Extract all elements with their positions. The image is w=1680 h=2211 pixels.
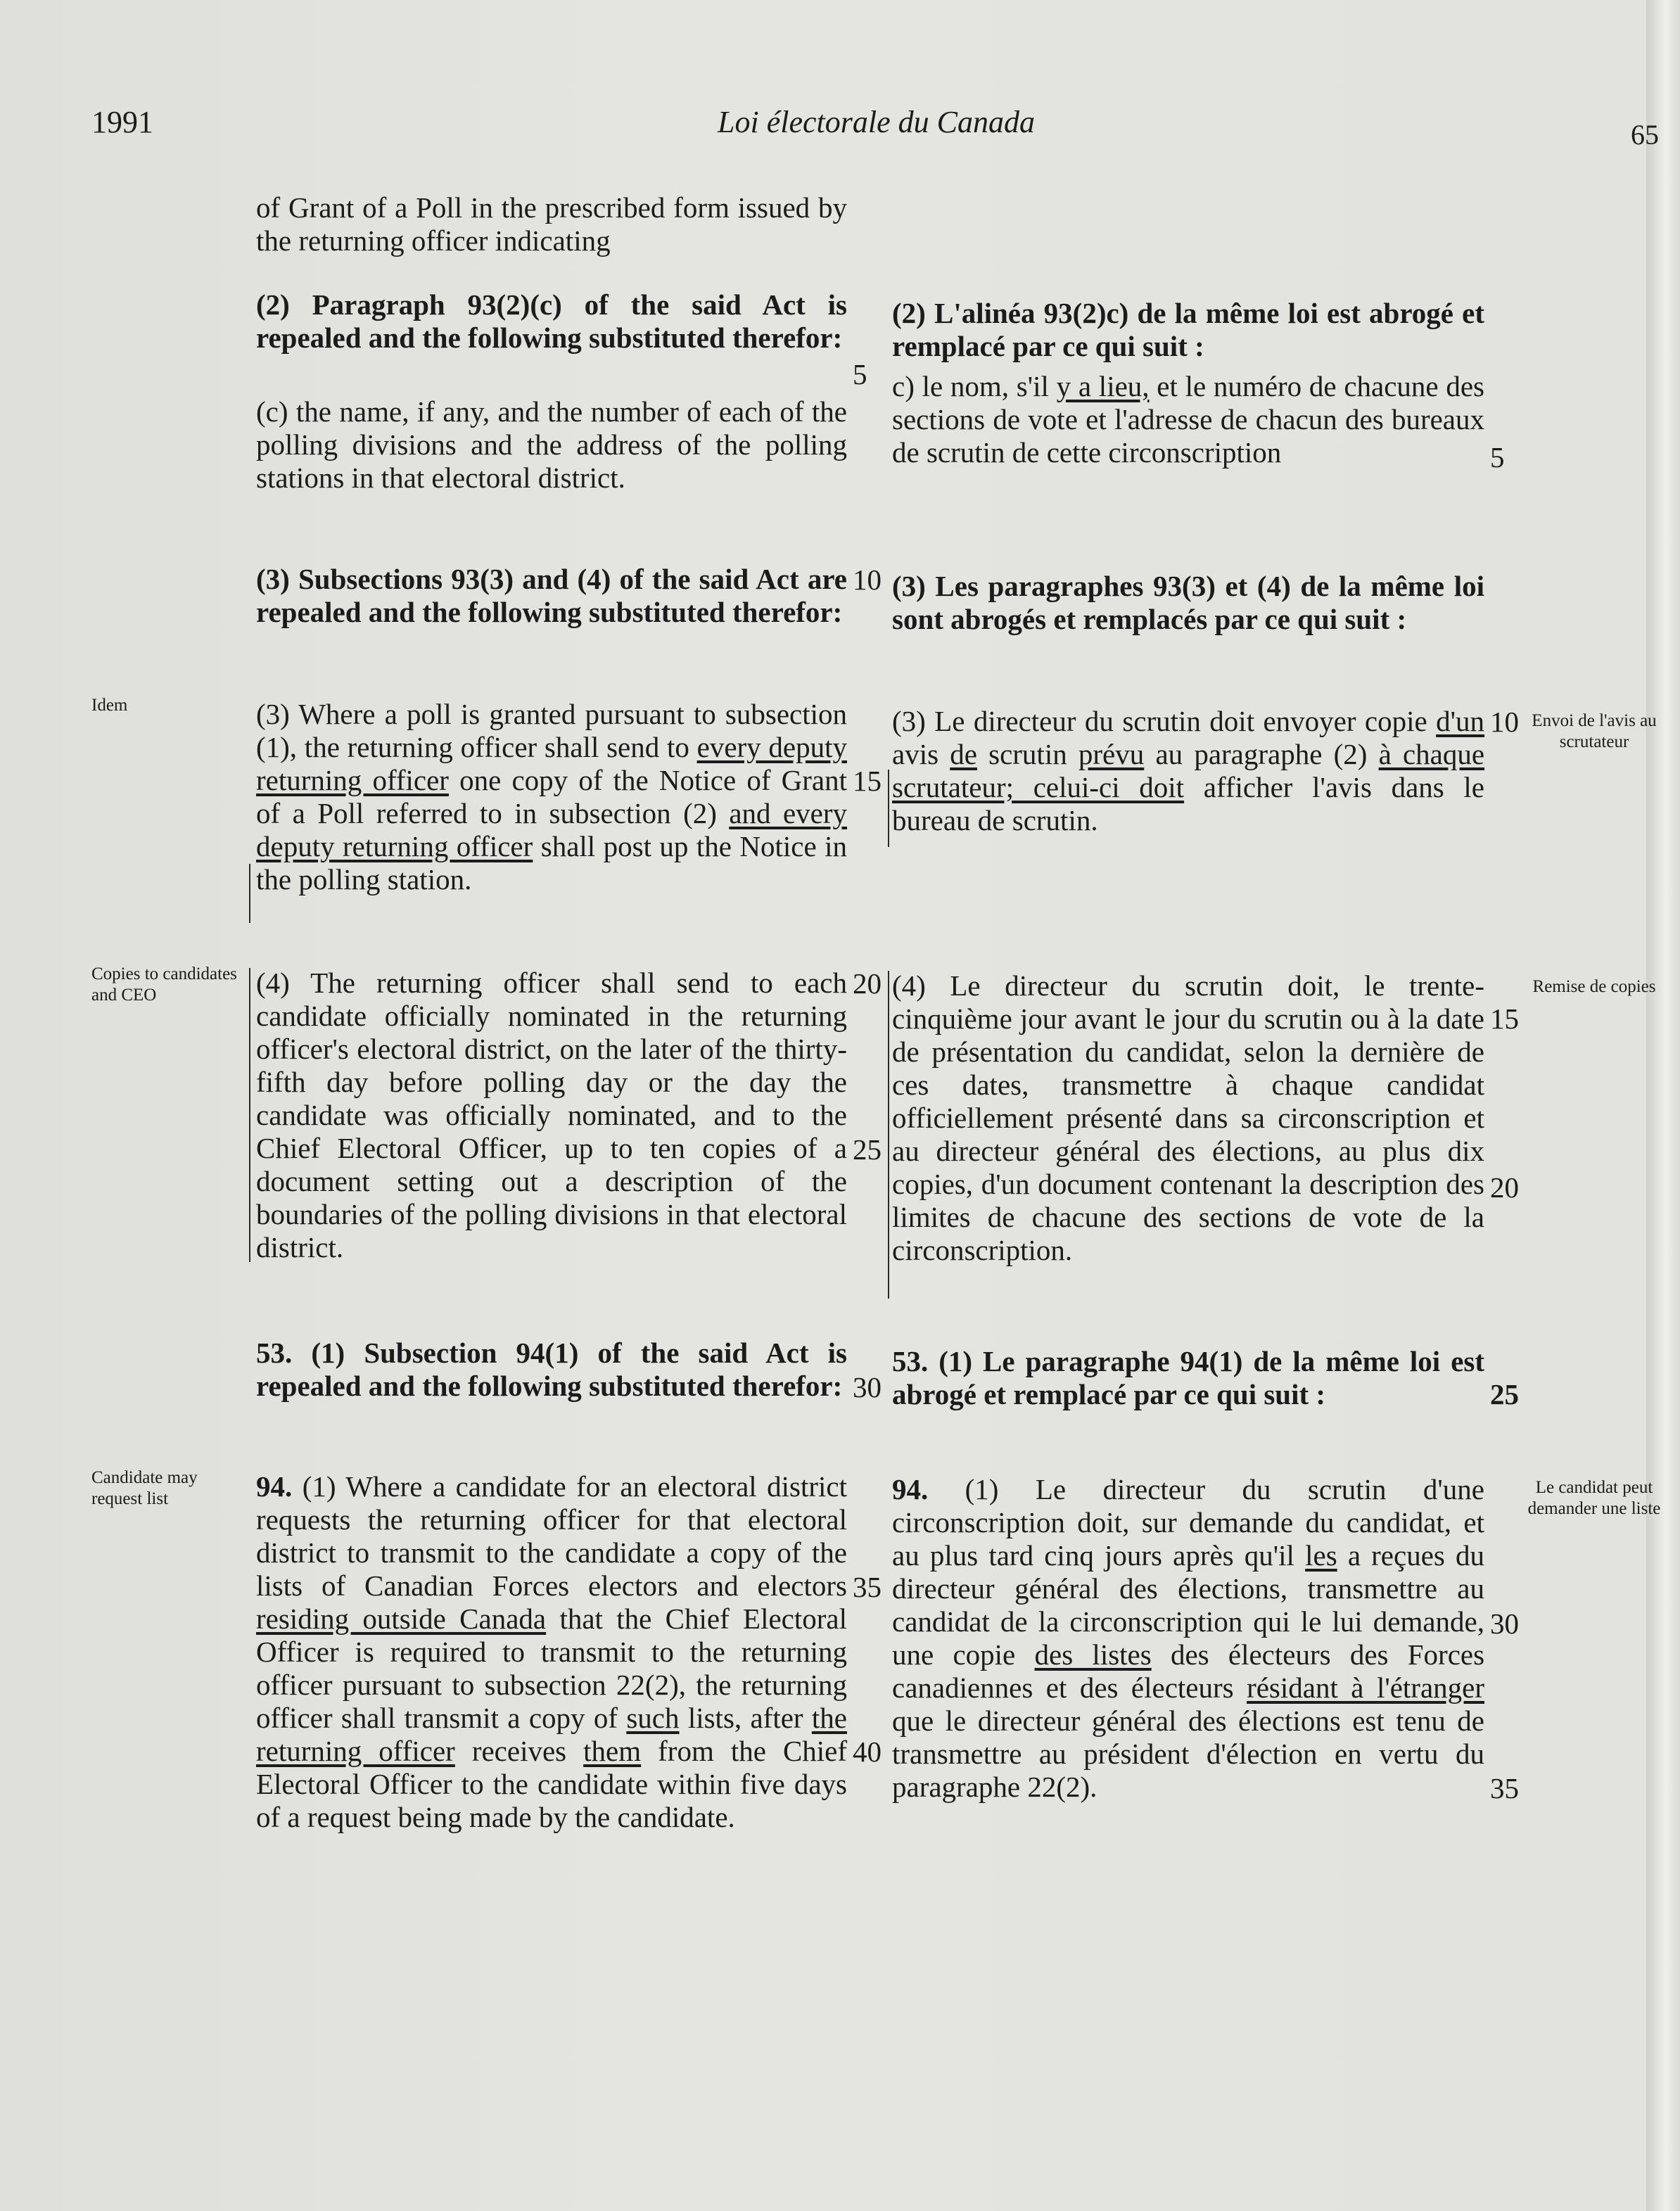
fr-subsection-93-4: (4) Le directeur du scrutin doit, le trente-cinquième jour avant le jour du scrutin ou à la date de présentation du candidat, selon la dernière de ces dates, transmettre à chaque candidat officiellement présenté dans sa circonscription et au directeur général des élections, au plus dix copies, d'un document contenant la description des limites de chacune des sections de vote de la circonscription. bbox=[892, 969, 1484, 1266]
line-number: 15 bbox=[853, 765, 882, 797]
en-section-94-1: 94. (1) Where a candidate for an electoral district requests the returning officer for that electoral district to transmit to the candidate a copy of the lists of Canadian Forces electors and electors residing outside Canada that the Chief Electoral Officer is required to transmit to the returning officer pursuant to subsection 22(2), the returning officer shall transmit a copy of such lists, after the returning officer receives them from the Chief Electoral Officer to the candidate within five days of a request being made by the candidate. bbox=[256, 1470, 848, 1833]
margin-note-candidate: Candidate may request list bbox=[91, 1468, 198, 1508]
margin-note-envoi: Envoi de l'avis au scrutateur bbox=[1532, 711, 1657, 751]
en-subsection-93-4: (4) The returning officer shall send to each candidate officially nominated in the returning officer's electoral district, on the later of the thirty-fifth day before polling day or the day the candidate was officially nominated, and to the Chief Electoral Officer, up to ten copies of a document setting out a description of the boundaries of the polling divisions in that electoral district. bbox=[256, 967, 847, 1263]
revision-bar bbox=[888, 971, 889, 1299]
line-number: 20 bbox=[1490, 1171, 1519, 1204]
revision-bar bbox=[888, 770, 889, 847]
header-title: Loi électorale du Canada bbox=[718, 105, 1035, 139]
line-number: 15 bbox=[1490, 1002, 1519, 1035]
line-number: 25 bbox=[1490, 1378, 1519, 1410]
fr-heading-93-2: (2) L'alinéa 93(2)c) de la même loi est abrogé et remplacé par ce qui suit : bbox=[892, 297, 1484, 362]
line-number: 30 bbox=[853, 1371, 882, 1403]
header-year: 1991 bbox=[91, 105, 153, 139]
fr-heading-93-3-4: (3) Les paragraphes 93(3) et (4) de la même loi sont abrogés et remplacés par ce qui suit : bbox=[892, 570, 1484, 635]
margin-note-le-candidat: Le candidat peut demander une liste bbox=[1527, 1478, 1661, 1518]
fr-heading-94-1: 53. (1) Le paragraphe 94(1) de la même loi est abrogé et remplacé par ce qui suit : bbox=[892, 1345, 1484, 1410]
line-number: 30 bbox=[1490, 1607, 1519, 1640]
line-number: 35 bbox=[853, 1571, 882, 1603]
margin-note-remise: Remise de copies bbox=[1532, 977, 1656, 996]
en-paragraph-93-2c: (c) the name, if any, and the number of each of the polling divisions and the address of the polling stations in that electoral district. bbox=[256, 395, 847, 494]
line-number: 5 bbox=[853, 358, 867, 390]
fr-section-94-1: 94. (1) Le directeur du scrutin d'une circonscription doit, sur demande du candidat, et au plus tard cinq jours après qu'il les a reçues du directeur général des élections, transmettre au candidat de la circonscription qui le lui demande, une copie des listes des électeurs des Forces canadiennes et des électeurs résidant à l'étranger que le directeur général des élections est tenu de transmettre au président d'élection en vertu du paragraphe 22(2). bbox=[892, 1473, 1485, 1803]
line-number: 20 bbox=[853, 967, 882, 1000]
line-number: 10 bbox=[1490, 706, 1519, 738]
margin-note-copies: Copies to candidates and CEO bbox=[91, 964, 237, 1005]
revision-bar bbox=[249, 864, 250, 923]
line-number: 25 bbox=[853, 1133, 882, 1166]
fr-paragraph-93-2c: c) le nom, s'il y a lieu, et le numéro de chacune des sections de vote et l'adresse de chacun des bureaux de scrutin de cette circonscription bbox=[892, 370, 1485, 469]
en-continuation: of Grant of a Poll in the prescribed form issued by the returning officer indicating bbox=[256, 191, 847, 257]
line-number: 40 bbox=[853, 1735, 882, 1768]
line-number: 5 bbox=[1490, 441, 1505, 473]
revision-bar bbox=[249, 968, 250, 1262]
line-number: 10 bbox=[853, 563, 882, 596]
fr-subsection-93-3: (3) Le directeur du scrutin doit envoyer copie d'un avis de scrutin prévu au paragraphe (2) à chaque scrutateur; celui-ci doit afficher l'avis dans le bureau de scrutin. bbox=[892, 705, 1485, 836]
margin-note-idem: Idem bbox=[91, 696, 128, 715]
en-subsection-93-3: (3) Where a poll is granted pursuant to subsection (1), the returning officer shall send to every deputy returning officer one copy of the Notice of Grant of a Poll referred to in subsection (2) and every deputy returning officer shall post up the Notice in the polling station. bbox=[256, 698, 848, 896]
en-heading-93-2: (2) Paragraph 93(2)(c) of the said Act is repealed and the following substituted therefor: bbox=[256, 288, 847, 354]
page-edge bbox=[1646, 0, 1680, 2211]
en-heading-94-1: 53. (1) Subsection 94(1) of the said Act is repealed and the following substituted therefor: bbox=[256, 1337, 847, 1402]
line-number: 35 bbox=[1490, 1772, 1519, 1804]
page-number: 65 bbox=[1631, 119, 1659, 151]
en-heading-93-3-4: (3) Subsections 93(3) and (4) of the said Act are repealed and the following substituted therefor: bbox=[256, 563, 847, 628]
